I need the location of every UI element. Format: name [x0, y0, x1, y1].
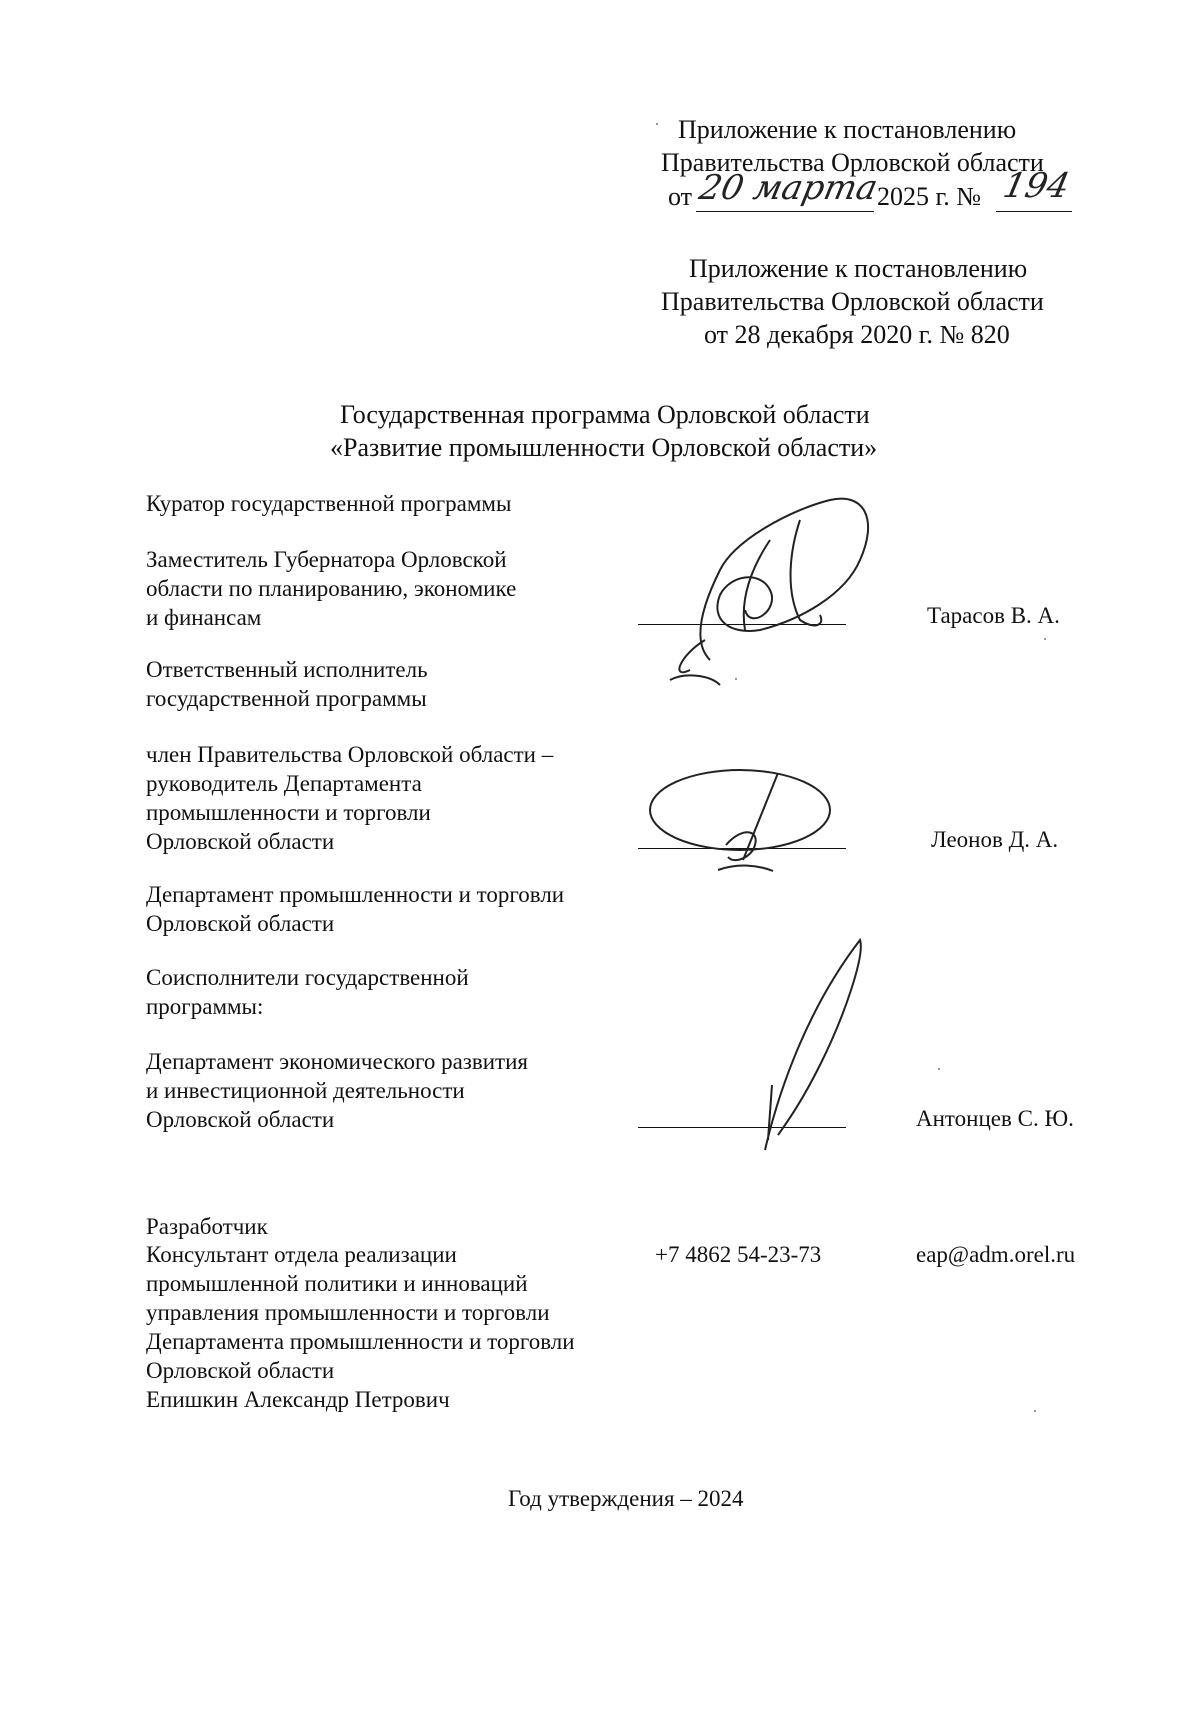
appendix-original-line3: от 28 декабря 2020 г. № 820 [704, 320, 1010, 349]
developer-email: eap@adm.orel.ru [916, 1242, 1076, 1267]
responsible-department-line: Орловской области [146, 911, 335, 936]
responsible-position-line: Орловской области [146, 829, 335, 854]
curator-position [146, 545, 516, 632]
scan-speck [656, 123, 658, 125]
coexecutors-department-line: Департамент экономического развития [146, 1049, 528, 1074]
responsible-department [146, 880, 564, 938]
coexecutors-name: Антонцев С. Ю. [916, 1106, 1074, 1131]
developer-phone: +7 4862 54-23-73 [655, 1242, 822, 1267]
curator-position-line: Заместитель Губернатора Орловской [146, 547, 507, 572]
curator-heading: Куратор государственной программы [146, 491, 512, 516]
developer-position-line: Орловской области [146, 1358, 335, 1383]
developer-heading: Разработчик [146, 1214, 268, 1239]
curator-name: Тарасов В. А. [927, 603, 1060, 628]
coexecutors-heading [146, 963, 469, 1021]
developer-position [146, 1240, 575, 1414]
developer-position-line: Департамента промышленности и торговли [146, 1329, 575, 1354]
scan-speck [1044, 638, 1046, 640]
coexecutors-signature [750, 935, 870, 1155]
date-blank-line [696, 211, 874, 212]
number-blank-line [996, 211, 1072, 212]
coexecutors-heading-line: программы: [146, 994, 264, 1019]
coexecutors-department-line: Орловской области [146, 1107, 335, 1132]
appendix-current-year: 2025 г. № [877, 182, 982, 211]
developer-position-line: управления промышленности и торговли [146, 1300, 550, 1325]
curator-position-line: области по планированию, экономике [146, 576, 517, 601]
scan-speck [735, 678, 737, 680]
responsible-position-line: член Правительства Орловской области – [146, 742, 554, 767]
appendix-original-line1: Приложение к постановлению [689, 254, 1028, 283]
appendix-current-line1: Приложение к постановлению [678, 115, 1017, 144]
program-title-line2: «Развитие промышленности Орловской области» [330, 433, 878, 462]
responsible-heading-line: Ответственный исполнитель [146, 657, 428, 682]
coexecutors-heading-line: Соисполнители государственной [146, 965, 469, 990]
responsible-position-line: промышленности и торговли [146, 800, 431, 825]
program-title-line1: Государственная программа Орловской области [340, 400, 870, 429]
appendix-current-date-prefix: от [668, 182, 693, 211]
appendix-original-line2: Правительства Орловской области [661, 287, 1044, 316]
responsible-signature [648, 765, 838, 880]
handwritten-number: 194 [999, 166, 1074, 206]
developer-position-line: Консультант отдела реализации [146, 1242, 457, 1267]
developer-position-line: Епишкин Александр Петрович [146, 1387, 450, 1412]
curator-position-line: и финансам [146, 605, 262, 630]
responsible-name: Леонов Д. А. [931, 827, 1059, 852]
approval-year: Год утверждения – 2024 [508, 1486, 744, 1511]
coexecutors-department-line: и инвестиционной деятельности [146, 1078, 465, 1103]
appendix-current-line2: Правительства Орловской области [661, 148, 1044, 177]
scan-speck [1034, 1410, 1036, 1412]
scan-speck [938, 1068, 940, 1070]
responsible-heading-line: государственной программы [146, 686, 427, 711]
coexecutors-department [146, 1047, 528, 1134]
curator-signature [650, 480, 880, 690]
responsible-position [146, 740, 553, 856]
responsible-department-line: Департамент промышленности и торговли [146, 882, 565, 907]
handwritten-date: 20 марта [695, 168, 882, 208]
responsible-position-line: руководитель Департамента [146, 771, 422, 796]
responsible-heading [146, 655, 428, 713]
developer-position-line: промышленной политики и инноваций [146, 1271, 528, 1296]
